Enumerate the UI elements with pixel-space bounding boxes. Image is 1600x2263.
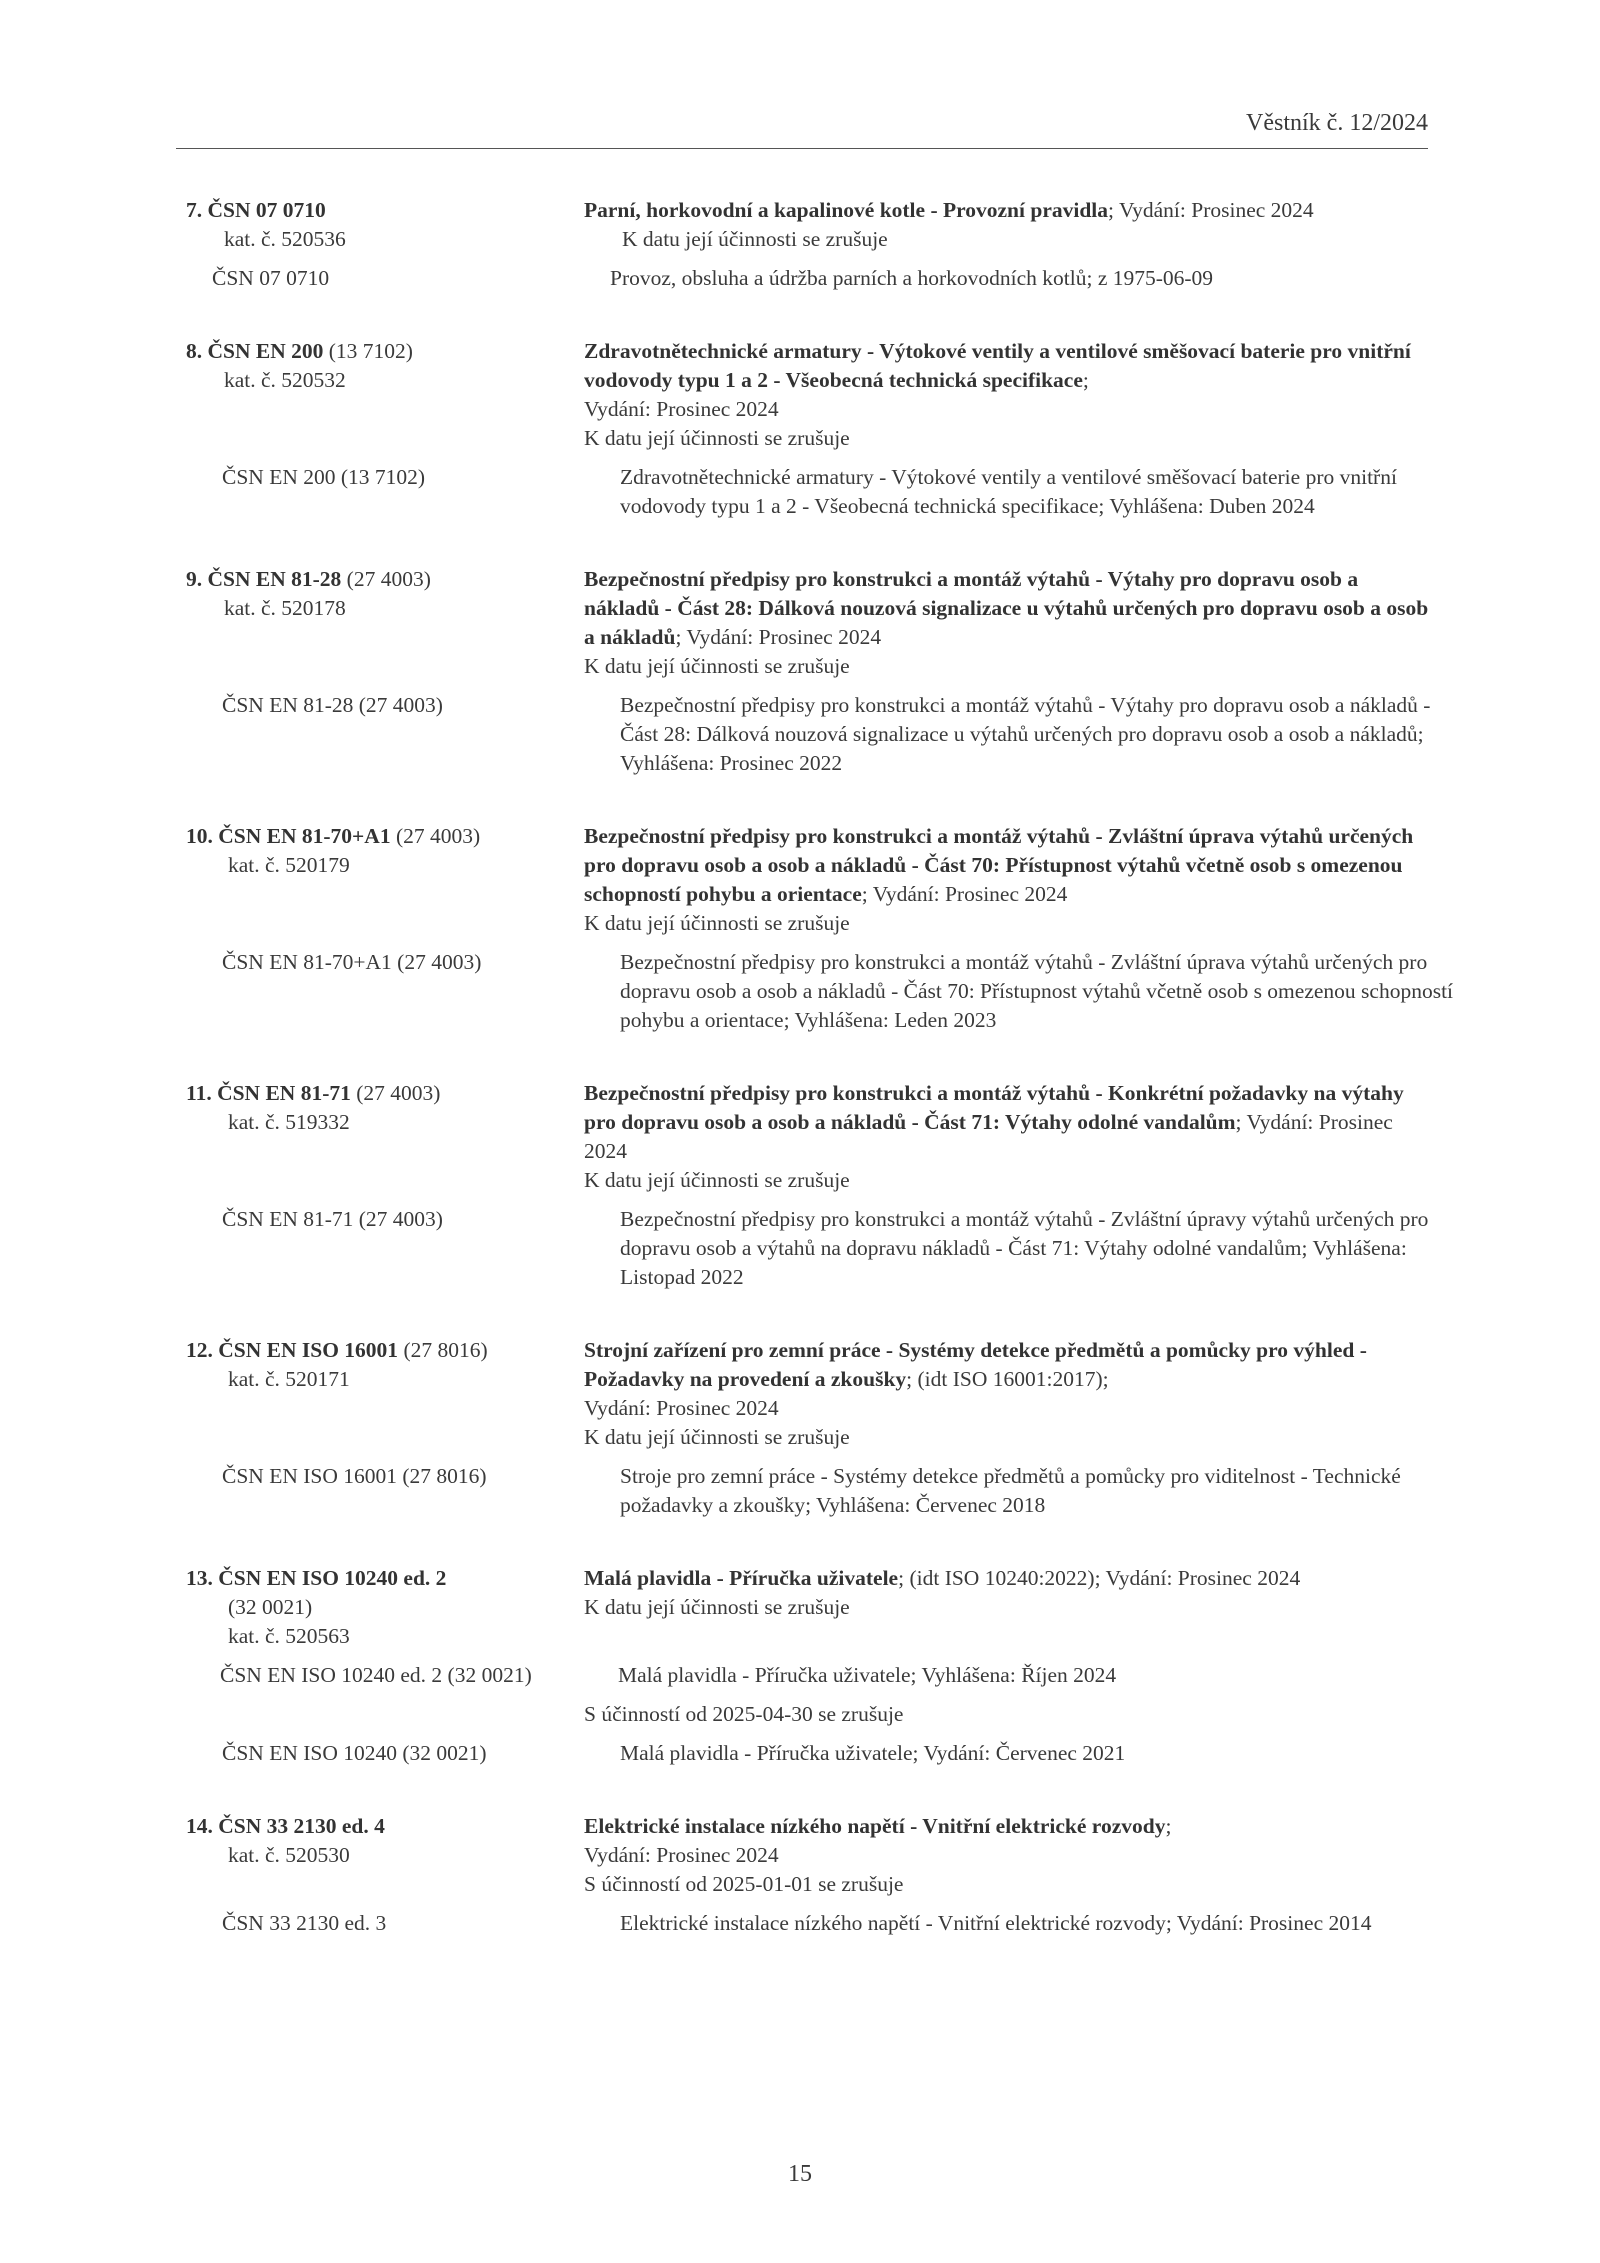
entry-number: 9. [186, 567, 203, 591]
page-header [176, 108, 1428, 149]
replaced-standard-code: ČSN EN 81-71 (27 4003) [222, 1207, 443, 1231]
replaced-standard-code: ČSN EN 200 (13 7102) [222, 465, 426, 489]
replaced-standard-desc-2: Malá plavidla - Příručka uživatele; Vydání: Červenec 2021 [620, 1741, 1126, 1765]
effect-note: K datu její účinnosti se zrušuje [584, 911, 850, 935]
standard-title: Bezpečnostní předpisy pro konstrukci a montáž výtahů - Konkrétní požadavky na výtahy pro dopravu osob a osob a nákladů - Část 71: Výtahy odolné vandalům [584, 1081, 1404, 1134]
catalog-number: kat. č. 520179 [228, 853, 350, 877]
standard-title: Elektrické instalace nízkého napětí - Vnitřní elektrické rozvody [584, 1814, 1166, 1838]
effect-note: S účinností od 2025-01-01 se zrušuje [584, 1872, 904, 1896]
standard-title: Zdravotnětechnické armatury - Výtokové ventily a ventilové směšovací baterie pro vnitřní vodovody typu 1 a 2 - Všeobecná technická specifikace [584, 339, 1411, 392]
bulletin-title: Věstník č. 12/2024 [1246, 110, 1428, 136]
effect-note: K datu její účinnosti se zrušuje [584, 426, 850, 450]
title-suffix: ; (idt ISO 16001:2017); [906, 1367, 1109, 1391]
standard-title: Bezpečnostní předpisy pro konstrukci a montáž výtahů - Zvláštní úprava výtahů určených pro dopravu osob a osob a nákladů - Část 70: Přístupnost výtahů včetně osob s omezenou schopností pohybu a orientace [584, 824, 1414, 906]
standard-class: (27 4003) [390, 824, 481, 848]
entry-number: 14. [186, 1814, 213, 1838]
entry-number: 12. [186, 1338, 213, 1362]
standard-entry [186, 1812, 1436, 1938]
standard-entry [186, 337, 1436, 521]
replaced-standard-desc: Elektrické instalace nízkého napětí - Vnitřní elektrické rozvody; Vydání: Prosinec 2014 [620, 1911, 1372, 1935]
replaced-standard-desc: Bezpečnostní předpisy pro konstrukci a montáž výtahů - Zvláštní úpravy výtahů určených pro dopravu osob a výtahů na dopravu nákladů - Část 71: Výtahy odolné vandalům; Vyhlášena: Listopad 2022 [620, 1207, 1429, 1289]
catalog-number: kat. č. 520536 [224, 227, 346, 251]
entry-number: 7. [186, 198, 203, 222]
replaced-standard-code: ČSN EN ISO 10240 ed. 2 (32 0021) [220, 1663, 532, 1687]
entry-number: 8. [186, 339, 203, 363]
standard-code: ČSN EN ISO 16001 [218, 1338, 399, 1362]
replaced-standard-desc: Malá plavidla - Příručka uživatele; Vyhlášena: Říjen 2024 [618, 1663, 1117, 1687]
catalog-number: kat. č. 520532 [224, 368, 346, 392]
catalog-number: kat. č. 520530 [228, 1843, 350, 1867]
standard-code: ČSN 33 2130 ed. 4 [218, 1814, 385, 1838]
standard-title: Parní, horkovodní a kapalinové kotle - Provozní pravidla [584, 198, 1109, 222]
effect-note: K datu její účinnosti se zrušuje [584, 1595, 850, 1619]
standard-code: ČSN EN 81-71 [217, 1081, 351, 1105]
catalog-number: kat. č. 520178 [224, 596, 346, 620]
standard-code: ČSN EN 81-70+A1 [218, 824, 391, 848]
standard-issue: ; Vydání: Prosinec 2024 [675, 625, 882, 649]
standards-list [186, 196, 1454, 1982]
standard-code: ČSN EN 200 [207, 339, 324, 363]
standard-title: Malá plavidla - Příručka uživatele [584, 1566, 899, 1590]
title-suffix: ; [1165, 1814, 1172, 1838]
standard-issue: Vydání: Prosinec 2024 [584, 1396, 779, 1420]
replaced-standard-desc: Provoz, obsluha a údržba parních a horkovodních kotlů; z 1975-06-09 [610, 266, 1214, 290]
standard-issue: Vydání: Prosinec 2024 [584, 397, 779, 421]
standard-code: ČSN EN 81-28 [207, 567, 342, 591]
page-number: 15 [788, 2161, 812, 2187]
replaced-standard-code: ČSN 07 0710 [212, 266, 330, 290]
entry-number: 10. [186, 824, 213, 848]
replaced-standard-code: ČSN 33 2130 ed. 3 [222, 1911, 387, 1935]
effect-note: K datu její účinnosti se zrušuje [622, 227, 888, 251]
replaced-standard-desc: Bezpečnostní předpisy pro konstrukci a montáž výtahů - Výtahy pro dopravu osob a nákladů - Část 28: Dálková nouzová signalizace u výtahů určených pro dopravu osob a osob a nákladů; Vyhlášena: Prosinec 2022 [620, 693, 1431, 775]
catalog-number: kat. č. 520171 [228, 1367, 350, 1391]
replaced-standard-code: ČSN EN 81-28 (27 4003) [222, 693, 443, 717]
standard-entry [186, 196, 1436, 293]
title-suffix: ; [1082, 368, 1089, 392]
effect-note: K datu její účinnosti se zrušuje [584, 1168, 850, 1192]
standard-issue: ; (idt ISO 10240:2022); Vydání: Prosinec 2024 [898, 1566, 1301, 1590]
standard-issue: ; Vydání: Prosinec 2024 [1108, 198, 1314, 222]
standard-issue: ; Vydání: Prosinec 2024 [861, 882, 1068, 906]
standard-class: (32 0021) [228, 1595, 313, 1619]
standard-title: Strojní zařízení pro zemní práce - Systémy detekce předmětů a pomůcky pro výhled - Požadavky na provedení a zkoušky [584, 1338, 1367, 1391]
catalog-number: kat. č. 519332 [228, 1110, 350, 1134]
standard-entry [186, 1079, 1436, 1292]
replaced-standard-code: ČSN EN ISO 16001 (27 8016) [222, 1464, 487, 1488]
standard-entry [186, 822, 1454, 1035]
standard-class: (13 7102) [323, 339, 413, 363]
replaced-standard-desc: Bezpečnostní předpisy pro konstrukci a montáž výtahů - Zvláštní úprava výtahů určených pro dopravu osob a osob a nákladů - Část 70: Přístupnost výtahů včetně osob s omezenou schopností pohybu a orientace; Vyhlášena: Leden 2023 [620, 950, 1454, 1032]
standard-title: Bezpečnostní předpisy pro konstrukci a montáž výtahů - Výtahy pro dopravu osob a nákladů - Část 28: Dálková nouzová signalizace u výtahů určených pro dopravu osob a osob a nákladů [584, 567, 1429, 649]
replaced-effect-note: S účinností od 2025-04-30 se zrušuje [584, 1702, 904, 1726]
replaced-standard-desc: Stroje pro zemní práce - Systémy detekce předmětů a pomůcky pro viditelnost - Technické požadavky a zkoušky; Vyhlášena: Červenec 2018 [620, 1464, 1401, 1517]
entry-number: 13. [186, 1566, 213, 1590]
standard-class: (27 4003) [350, 1081, 441, 1105]
replaced-standard-code-2: ČSN EN ISO 10240 (32 0021) [222, 1741, 487, 1765]
standard-code: ČSN EN ISO 10240 ed. 2 [218, 1566, 447, 1590]
standard-code: ČSN 07 0710 [207, 198, 326, 222]
standard-issue: Vydání: Prosinec 2024 [584, 1843, 779, 1867]
standard-class: (27 4003) [341, 567, 431, 591]
entry-number: 11. [186, 1081, 212, 1105]
standard-class: (27 8016) [398, 1338, 488, 1362]
replaced-standard-desc: Zdravotnětechnické armatury - Výtokové ventily a ventilové směšovací baterie pro vnitřní vodovody typu 1 a 2 - Všeobecná technická specifikace; Vyhlášena: Duben 2024 [620, 465, 1397, 518]
catalog-number: kat. č. 520563 [228, 1624, 350, 1648]
standard-issue: ; Vydání: Prosinec 2024 [584, 1110, 1393, 1163]
replaced-standard-code: ČSN EN 81-70+A1 (27 4003) [222, 950, 482, 974]
standard-entry [186, 1564, 1436, 1768]
effect-note: K datu její účinnosti se zrušuje [584, 1425, 850, 1449]
standard-entry [186, 1336, 1436, 1520]
effect-note: K datu její účinnosti se zrušuje [584, 654, 850, 678]
standard-entry [186, 565, 1436, 778]
